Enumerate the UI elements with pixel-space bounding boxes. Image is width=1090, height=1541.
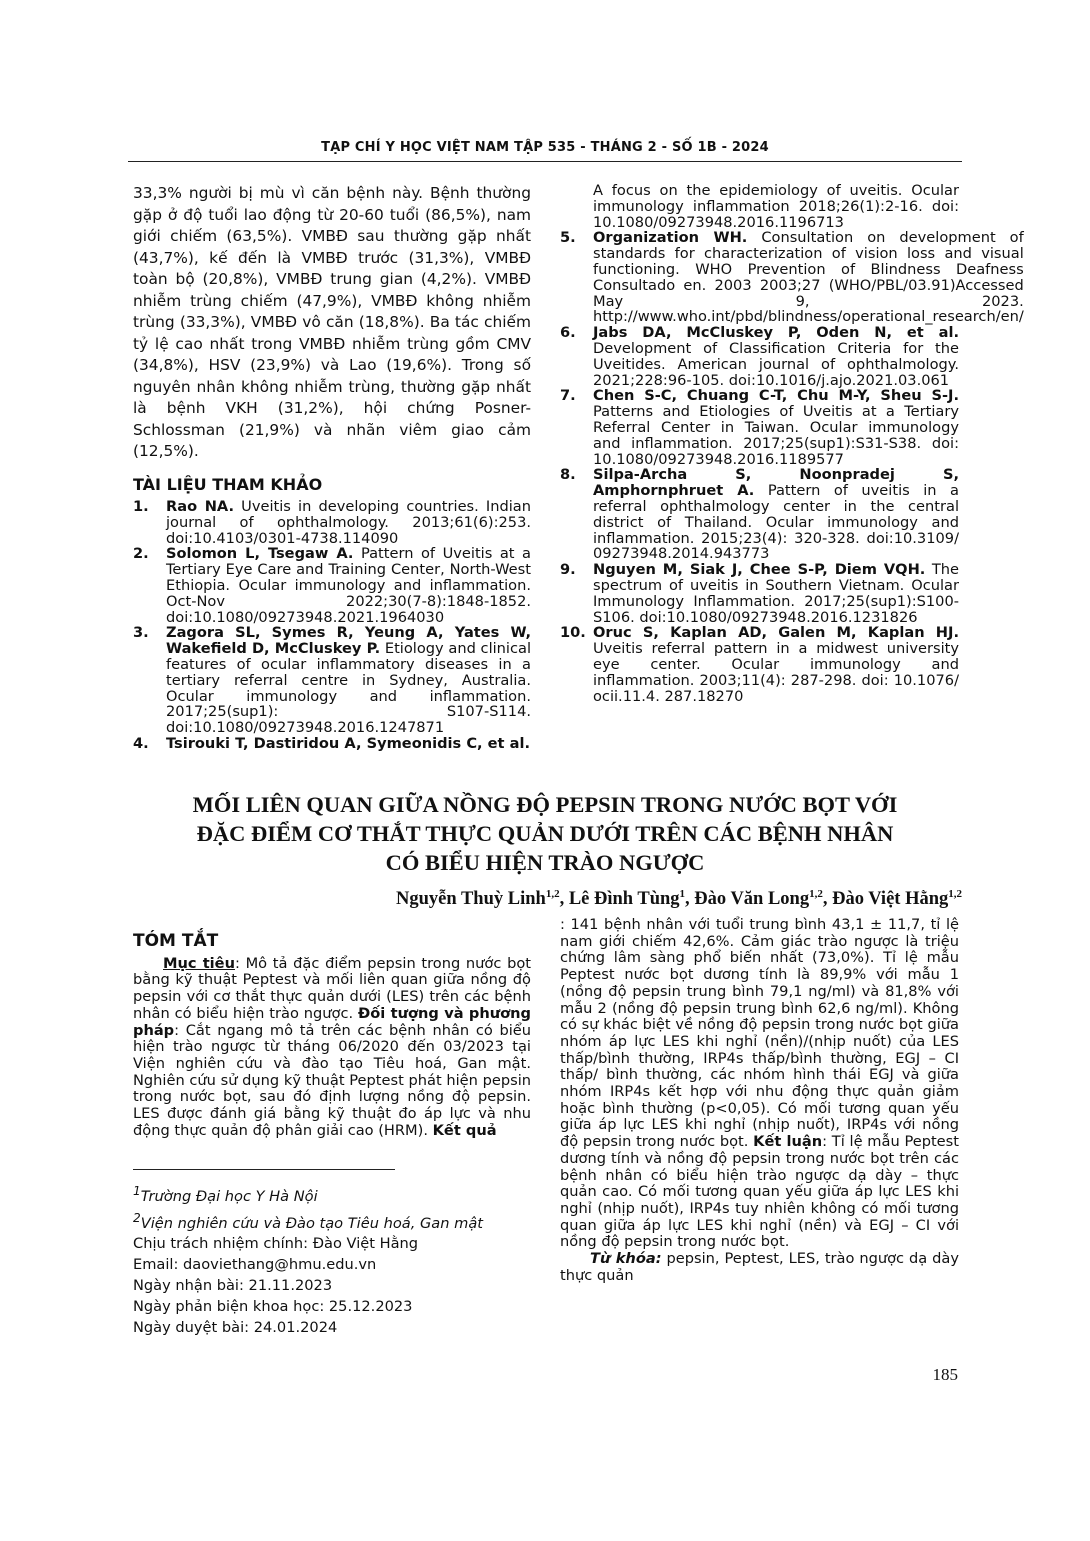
reference-body bbox=[593, 325, 959, 388]
author-name: Đào Việt Hằng bbox=[832, 889, 949, 910]
author-separator: , bbox=[559, 889, 569, 910]
reference-text: Pattern of uveitis in a referral ophthalmology center in the central district of Thailand. Ocular immunology and inflammation. 2015;23(4): 320-328. doi:10.3109/ 09273948.2014.943773 bbox=[593, 482, 959, 563]
objective-text: : Mô tả đặc điểm pepsin trong nước bọt bằng kỹ thuật Peptest và mối liên quan giữa nồng độ pepsin với cơ thắt thực quản dưới (LES) trên các bệnh nhân có biểu hiện trào ngược. bbox=[133, 954, 531, 1022]
reference-item bbox=[133, 499, 531, 546]
abstract-results bbox=[560, 917, 959, 1251]
article-title-line: MỐI LIÊN QUAN GIỮA NỒNG ĐỘ PEPSIN TRONG NƯỚC BỌT VỚI bbox=[192, 792, 898, 817]
corresponding-author: Chịu trách nhiệm chính: Đào Việt Hằng bbox=[133, 1235, 419, 1253]
reference-item bbox=[560, 183, 959, 230]
article-title bbox=[128, 790, 962, 877]
abstract-right-column bbox=[560, 917, 959, 1284]
reference-item bbox=[560, 562, 959, 625]
author-separator: , bbox=[685, 889, 695, 910]
reference-authors: Chen S-C, Chuang C-T, Chu M-Y, Sheu S-J. bbox=[593, 387, 959, 405]
review-date: Ngày phản biện khoa học: 25.12.2023 bbox=[133, 1297, 413, 1315]
author-affiliation: 1,2 bbox=[948, 888, 962, 900]
reference-body bbox=[593, 388, 959, 467]
conclusion-label: Kết luận bbox=[753, 1133, 823, 1151]
received-date: Ngày nhận bài: 21.11.2023 bbox=[133, 1276, 333, 1294]
reference-body bbox=[166, 499, 531, 546]
footnotes bbox=[133, 1181, 533, 1338]
reference-authors: Zagora SL, Symes R, Yeung A, Yates W, Wakefield D, McCluskey P. bbox=[166, 624, 531, 658]
page-number: 185 bbox=[932, 1365, 958, 1384]
reference-item bbox=[560, 625, 959, 704]
author-name: Đào Văn Long bbox=[694, 889, 810, 910]
footnote-rule bbox=[133, 1169, 395, 1170]
results-text: : 141 bệnh nhân với tuổi trung bình 43,1 ± 11,7, tỉ lệ nam giới chiếm 42,6%. Cảm giác trào ngược là triệu chứng lâm sàng phổ biến nhất (73,0%). Tỉ lệ mẫu Peptest nước bọt dương tính là 89,9% với mẫu 1 (nồng độ pepsin trung bình 79,1 ng/ml) và 81,8% với mẫu 2 (nồng độ pepsin trung bình 62,6 ng/ml). Không có sự khác biệt về nồng độ pepsin trong nước bọt giữa nhóm áp lực LES khi nghỉ (nền)/(nhịp nuốt) của LES thấp/bình thường, IRP4s thấp/bình thường, EGJ – CI thấp/ bình thường, các nhóm hình thái EGJ và giữa nhóm IRP4s kết hợp với nhu động thực quản giảm hoặc bình thường (p<0,05). Có mối tương quan yếu giữa áp lực LES khi nghỉ (nhịp nuốt), IRP4s với nồng độ pepsin trong nước bọt. bbox=[560, 916, 959, 1151]
reference-number: 5. bbox=[560, 229, 576, 247]
references-list-left bbox=[133, 499, 531, 752]
reference-body bbox=[593, 625, 959, 704]
top-left-column bbox=[133, 183, 531, 752]
reference-body bbox=[593, 183, 959, 230]
abstract-paragraph bbox=[133, 956, 531, 1140]
references-list-right bbox=[560, 182, 1024, 705]
reference-text: A focus on the epidemiology of uveitis. Ocular immunology inflammation 2018;26(1):2-16. doi: 10.1080/09273948.2016.1196713 bbox=[593, 182, 959, 231]
reference-item bbox=[133, 546, 531, 625]
reference-text: Pattern of Uveitis at a Tertiary Eye Care and Training Center, North-West Ethiopia. Ocular immunology and inflammation. Oct-Nov 2022;30(7-8):1848-1852. doi:10.1080/09273948.2021.1964030 bbox=[166, 545, 531, 626]
author-name: Nguyễn Thuỳ Linh bbox=[396, 889, 546, 910]
reference-authors: Silpa-Archa S, Noonpradej S, Amphornphruet A. bbox=[593, 466, 959, 500]
results-label: Kết quả bbox=[432, 1121, 497, 1139]
article-title-line: ĐẶC ĐIỂM CƠ THẮT THỰC QUẢN DƯỚI TRÊN CÁC BỆNH NHÂN bbox=[196, 821, 894, 846]
keywords-label: Từ khóa: bbox=[590, 1250, 662, 1268]
reference-item bbox=[133, 736, 531, 752]
reference-item bbox=[560, 229, 1024, 326]
reference-item bbox=[560, 325, 959, 388]
header-rule bbox=[128, 161, 962, 162]
reference-number: 10. bbox=[560, 624, 586, 642]
affiliation-2-text: Viện nghiên cứu và Đào tạo Tiêu hoá, Gan mật bbox=[140, 1214, 484, 1232]
affiliation-1: $^1$Trường Đại học Y Hà Nội bbox=[133, 1184, 318, 1205]
running-header: TẠP CHÍ Y HỌC VIỆT NAM TẬP 535 - THÁNG 2 - SỐ 1B - 2024 bbox=[321, 140, 769, 155]
email: Email: daoviethang@hmu.edu.vn bbox=[133, 1256, 377, 1274]
conclusion-text: : Tỉ lệ mẫu Peptest dương tính và nồng độ pepsin trong nước bọt trên các bệnh nhân có biểu hiện trào ngược dạ dày – thực quản cao. Có mối tương quan yếu giữa áp lực LES khi nghỉ (nhịp nuốt), IRP4s tuy nhiên không có mối tương quan giữa áp lực LES khi nghỉ (nền) và EGJ – CI với nồng độ pepsin trong nước bọt. bbox=[560, 1133, 959, 1251]
keywords bbox=[560, 1251, 959, 1284]
methods-label: Đối tượng và phương pháp bbox=[133, 1004, 531, 1039]
author-affiliation: 1,2 bbox=[545, 888, 560, 900]
reference-number: 6. bbox=[560, 324, 576, 342]
affiliation-2: $^2$Viện nghiên cứu và Đào tạo Tiêu hoá, Gan mật bbox=[133, 1210, 484, 1232]
reference-authors: Solomon L, Tsegaw A. bbox=[166, 545, 354, 563]
reference-authors: Jabs DA, McCluskey P, Oden N, et al. bbox=[593, 324, 959, 342]
reference-text: Uveitis referral pattern in a midwest university eye center. Ocular immunology and inflammation. 2003;11(4): 287-298. doi: 10.1076/ ocii.11.4. 287.18270 bbox=[593, 640, 959, 705]
affiliation-1-text: Trường Đại học Y Hà Nội bbox=[140, 1187, 318, 1205]
author-separator: , bbox=[822, 889, 833, 910]
reference-number: 8. bbox=[560, 466, 576, 484]
author-list bbox=[128, 888, 962, 910]
reference-body bbox=[166, 625, 531, 736]
accepted-date: Ngày duyệt bài: 24.01.2024 bbox=[133, 1318, 338, 1336]
objective-label: Mục tiêu bbox=[163, 954, 235, 972]
reference-body bbox=[166, 736, 531, 752]
reference-number: 2. bbox=[133, 545, 149, 563]
reference-text: Patterns and Etiologies of Uveitis at a Tertiary Referral Center in Taiwan. Ocular immunology and inflammation. 2017;25(sup1):S31-S38. doi: 10.1080/09273948.2016.1189577 bbox=[593, 403, 959, 468]
reference-number: 4. bbox=[133, 734, 149, 752]
top-right-column bbox=[560, 182, 1024, 705]
reference-text: Etiology and clinical features of ocular inflammatory diseases in a tertiary referral centre in Sydney, Australia. Ocular immunology and inflammation. 2017;25(sup1): S107-S114. doi:10.1080/09273948.2016.1247871 bbox=[166, 640, 531, 737]
reference-number: 7. bbox=[560, 387, 576, 405]
reference-body bbox=[593, 230, 1024, 325]
reference-text: The spectrum of uveitis in Southern Vietnam. Ocular Immunology Inflammation. 2017;25(sup1):S100-S106. doi:10.1080/09273948.2016.1231826 bbox=[593, 561, 959, 626]
reference-authors: Rao NA. bbox=[166, 498, 235, 515]
abstract-heading: TÓM TẮT bbox=[133, 931, 219, 951]
author-affiliation: 1,2 bbox=[809, 888, 823, 900]
reference-number: 3. bbox=[133, 624, 149, 642]
reference-body bbox=[593, 562, 959, 625]
references-heading: TÀI LIỆU THAM KHẢO bbox=[133, 474, 323, 494]
reference-text: Consultation on development of standards for characterization of vision loss and visual functioning. WHO Prevention of Blindness Deafness Consultado en. 2003 2003;27 (WHO/PBL/03.91)Accessed May 9, 2023. http://www.who.int/pbd/blindness/operational_research/en/ bbox=[593, 229, 1024, 326]
reference-body bbox=[166, 546, 531, 625]
reference-authors: Tsirouki T, Dastiridou A, Symeonidis C, et al. bbox=[166, 734, 531, 752]
reference-text: Development of Classification Criteria for the Uveitides. American journal of ophthalmology. 2021;228:96-105. doi:10.1016/j.ajo.2021.03.061 bbox=[593, 339, 959, 389]
reference-item bbox=[560, 388, 959, 467]
article-title-line: CÓ BIỂU HIỆN TRÀO NGƯỢC bbox=[385, 850, 705, 875]
reference-authors: Oruc S, Kaplan AD, Galen M, Kaplan HJ. bbox=[593, 624, 959, 642]
reference-authors: Nguyen M, Siak J, Chee S-P, Diem VQH. bbox=[593, 561, 926, 579]
reference-text: Uveitis in developing countries. Indian journal of ophthalmology. 2013;61(6):253. doi:10.4103/0301-4738.114090 bbox=[166, 498, 531, 547]
author-name: Lê Đình Tùng bbox=[568, 889, 680, 910]
reference-number: 1. bbox=[133, 498, 149, 515]
reference-authors: Organization WH. bbox=[593, 229, 748, 247]
abstract-left-column bbox=[133, 929, 531, 1139]
reference-number bbox=[560, 183, 593, 230]
methods-text: : Cắt ngang mô tả trên các bệnh nhân có biểu hiện trào ngược từ tháng 06/2020 đến 03/2023 tại Viện nghiên cứu và đào tạo Tiêu hoá, Gan mật. Nghiên cứu sử dụng kỹ thuật Peptest phát hiện pepsin trong nước bọt, sau đó định lượng nồng độ pepsin. LES được đánh giá bằng kỹ thuật đo áp lực và nhu động thực quản độ phân giải cao (HRM). bbox=[133, 1021, 531, 1139]
conclusion-paragraph: 33,3% người bị mù vì căn bệnh này. Bệnh thường gặp ở độ tuổi lao động từ 20-60 tuổi (86,5%), nam giới chiếm (63,5%). VMBĐ sau thường gặp nhất (43,7%), kế đến là VMBĐ trước (31,3%), VMBĐ toàn bộ (20,8%), VMBĐ trung gian (4,2%). VMBĐ nhiễm trùng chiếm (47,9%), VMBĐ không nhiễm trùng (33,3%), VMBĐ vô căn (18,8%). Ba tác chiếm tỷ lệ cao nhất trong VMBĐ nhiễm trùng gồm CMV (34,8%), HSV (23,9%) và Lao (19,6%). Trong số nguyên nhân không nhiễm trùng, thường gặp nhất là bệnh VKH (31,2%), hội chứng Posner-Schlossman (21,9%) và nhãn viêm giao cảm (12,5%). bbox=[133, 184, 531, 460]
reference-item bbox=[133, 625, 531, 736]
reference-body bbox=[593, 467, 959, 562]
keywords-text: pepsin, Peptest, LES, trào ngược dạ dày thực quản bbox=[560, 1250, 960, 1284]
reference-number: 9. bbox=[560, 561, 576, 579]
reference-item bbox=[560, 467, 959, 562]
author-affiliation: 1 bbox=[679, 888, 686, 900]
